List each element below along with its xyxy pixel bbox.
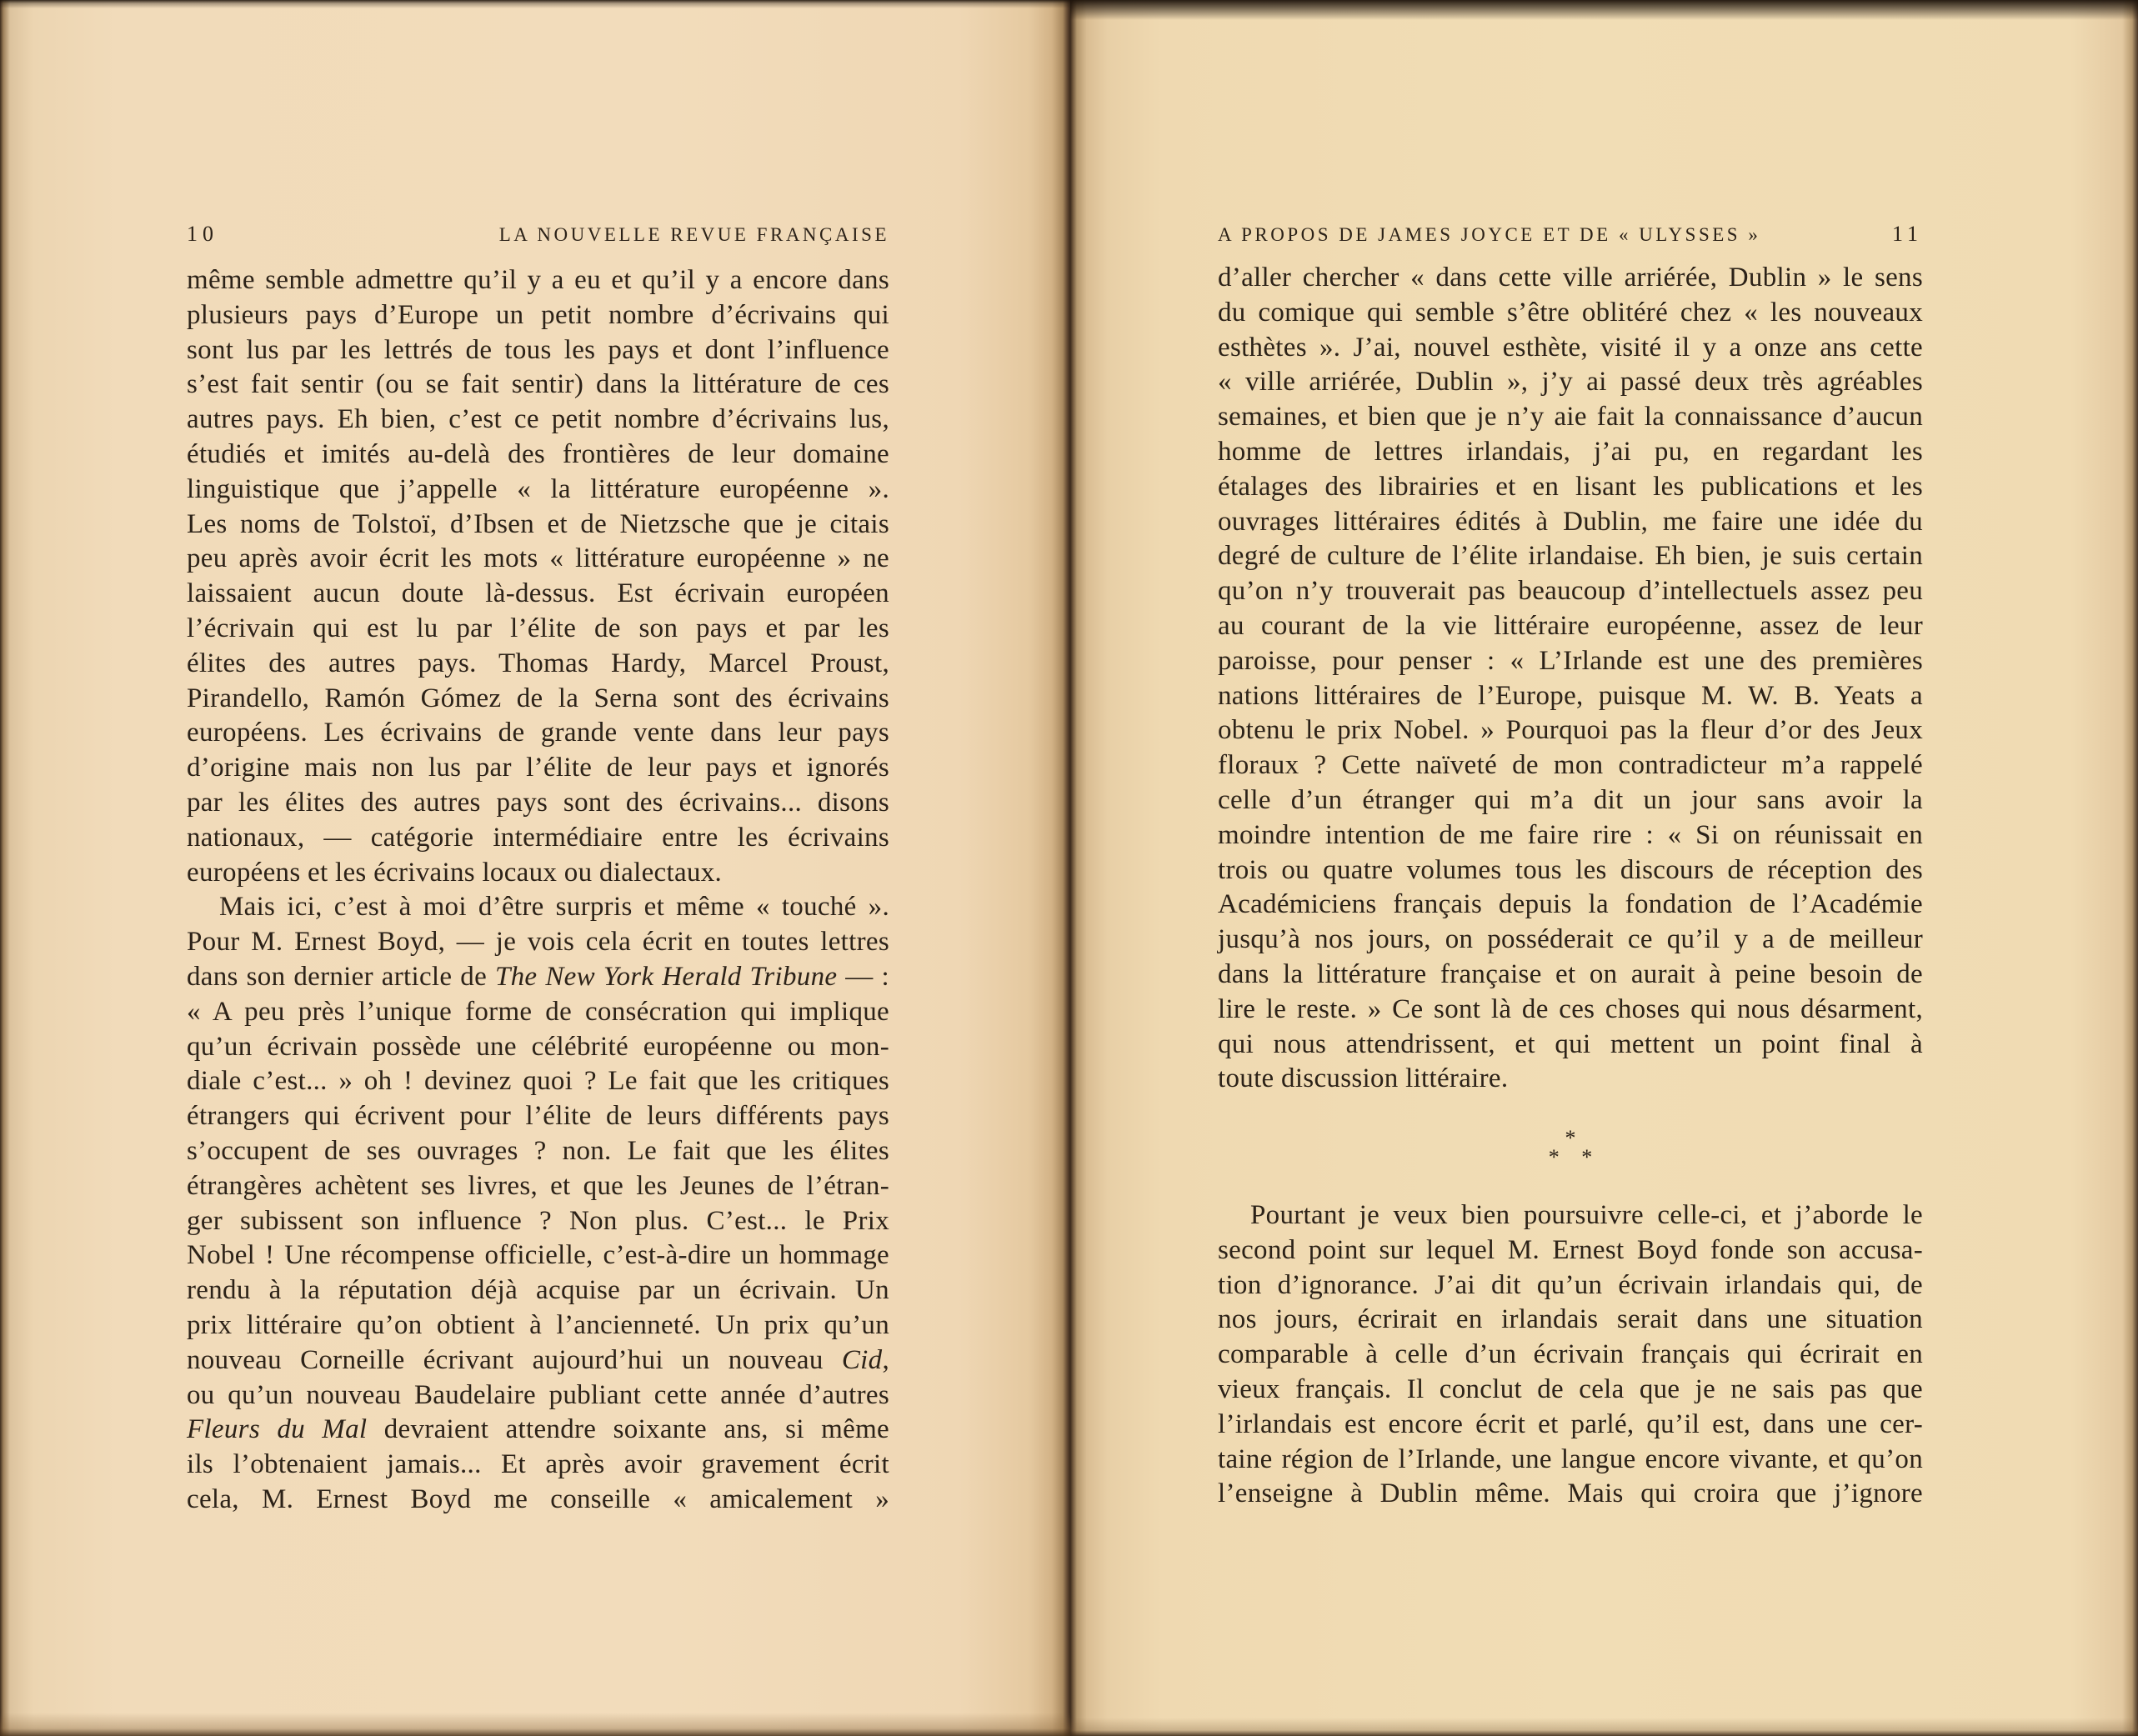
text-segment: nouveau Corneille écrivant aujourd’hui un nouveau <box>187 1344 842 1375</box>
text-line: Pourtant je veux bien poursuivre celle-ci, et j’aborde le <box>1250 1200 1923 1230</box>
text-line: nos jours, écrirait en irlandais serait dans une situation <box>1218 1304 1923 1335</box>
text-line: d’aller chercher « dans cette ville arriérée, Dublin » le sens <box>1218 263 1923 293</box>
text-line: ger subissent son influence ? Non plus. C’est... le Prix <box>187 1205 889 1236</box>
text-line: floraux ? Cette naïveté de mon contradicteur m’a rappelé <box>1218 750 1923 781</box>
text-line: Mais ici, c’est à moi d’être surpris et même « touché ». <box>219 892 889 923</box>
text-line: « A peu près l’unique forme de consécration qui implique <box>187 996 889 1027</box>
text-line: paroisse, pour penser : « L’Irlande est une des premières <box>1218 645 1923 676</box>
text-line: l’enseigne à Dublin même. Mais qui croira que j’ignore <box>1218 1478 1923 1509</box>
text-line <box>187 960 889 995</box>
left-running-title: LA NOUVELLE REVUE FRANÇAISE <box>498 224 889 245</box>
text-segment: dans son dernier article de <box>187 961 495 992</box>
text-line: Nobel ! Une récompense officielle, c’est-à-dire un hommage <box>187 1240 889 1271</box>
right-page-text-before-break <box>1218 261 1923 1097</box>
text-line: étrangères achètent ses livres, et que les Jeunes de l’étran- <box>187 1170 889 1201</box>
text-line: autres pays. Eh bien, c’est ce petit nombre d’écrivains lus, <box>187 404 889 435</box>
text-line: s’est fait sentir (ou se fait sentir) dans la littérature de ces <box>187 369 889 400</box>
italic-title: Fleurs du Mal <box>187 1414 368 1445</box>
text-line: toute discussion littéraire. <box>1218 1063 1509 1094</box>
italic-title: The New York Herald Tribune <box>494 961 838 992</box>
right-running-head <box>1218 220 1923 248</box>
asterism-bottom: * * <box>1548 1145 1593 1169</box>
right-page-text-after-break <box>1218 1198 1923 1512</box>
text-line: qu’un écrivain possède une célébrité européenne ou mon- <box>187 1031 889 1062</box>
right-page-number: 11 <box>1891 222 1923 246</box>
text-line: linguistique que j’appelle « la littérature européenne ». <box>187 473 889 504</box>
text-segment: devraient attendre soixante ans, si même <box>367 1414 889 1445</box>
text-line: même semble admettre qu’il y a eu et qu’il y a encore dans <box>187 265 889 295</box>
text-line: homme de lettres irlandais, j’ai pu, en regardant les <box>1218 436 1923 467</box>
text-line <box>187 1413 889 1448</box>
text-line <box>187 1343 889 1378</box>
text-line: ils l’obtenaient jamais... Et après avoir gravement écrit <box>187 1449 889 1480</box>
text-line: étalages des librairies et en lisant les publications et les <box>1218 471 1923 502</box>
text-line: jusqu’à nos jours, on posséderait ce qu’il y a de meilleur <box>1218 924 1923 955</box>
text-line: degré de culture de l’élite irlandaise. Eh bien, je suis certain <box>1218 541 1923 572</box>
text-line: second point sur lequel M. Ernest Boyd fonde son accusa- <box>1218 1234 1923 1265</box>
text-line: tion d’ignorance. J’ai dit qu’un écrivain irlandais qui, de <box>1218 1269 1923 1300</box>
text-line: Académiciens français depuis la fondation de l’Académie <box>1218 889 1923 920</box>
section-break-asterism <box>1218 1128 1923 1167</box>
text-line: nations littéraires de l’Europe, puisque M. W. B. Yeats a <box>1218 680 1923 711</box>
text-segment: , <box>882 1344 889 1375</box>
text-line: qu’on n’y trouverait pas beaucoup d’intellectuels assez peu <box>1218 576 1923 607</box>
text-line: étrangers qui écrivent pour l’élite de leurs différents pays <box>187 1101 889 1132</box>
text-line: « ville arriérée, Dublin », j’y ai passé deux très agréables <box>1218 367 1923 398</box>
left-page-text <box>187 263 889 1518</box>
text-line: vieux français. Il conclut de cela que je ne sais pas que <box>1218 1373 1923 1404</box>
text-line: prix littéraire qu’on obtient à l’ancienneté. Un prix qu’un <box>187 1309 889 1340</box>
text-line: qui nous attendrissent, et qui mettent un point final à <box>1218 1028 1923 1059</box>
text-line: l’écrivain qui est lu par l’élite de son pays et par les <box>187 613 889 643</box>
text-line: l’irlandais est encore écrit et parlé, qu’il est, dans une cer- <box>1218 1408 1923 1439</box>
text-line: taine région de l’Irlande, une langue encore vivante, et qu’on <box>1218 1443 1923 1474</box>
text-line: obtenu le prix Nobel. » Pourquoi pas la fleur d’or des Jeux <box>1218 715 1923 746</box>
text-segment: — : <box>837 961 889 992</box>
text-line: Les noms de Tolstoï, d’Ibsen et de Nietzsche que je citais <box>187 508 889 539</box>
right-page <box>1070 0 2138 1736</box>
text-line: moindre intention de me faire rire : « Si on réunissait en <box>1218 819 1923 850</box>
text-line: semaines, et bien que je n’y aie fait la connaissance d’aucun <box>1218 402 1923 433</box>
left-page-number: 10 <box>187 222 218 246</box>
text-line: plusieurs pays d’Europe un petit nombre d’écrivains qui <box>187 299 889 330</box>
text-line: ou qu’un nouveau Baudelaire publiant cette année d’autres <box>187 1379 889 1410</box>
text-line: rendu à la réputation déjà acquise par un écrivain. Un <box>187 1275 889 1306</box>
text-line: européens et les écrivains locaux ou dialectaux. <box>187 857 723 888</box>
text-line: ouvrages littéraires édités à Dublin, me faire une idée du <box>1218 506 1923 537</box>
text-line: élites des autres pays. Thomas Hardy, Marcel Proust, <box>187 648 889 678</box>
text-line: diale c’est... » oh ! devinez quoi ? Le fait que les critiques <box>187 1066 889 1097</box>
text-line: du comique qui semble s’être oblitéré chez « les nouveaux <box>1218 297 1923 328</box>
text-line: peu après avoir écrit les mots « littérature européenne » ne <box>187 543 889 574</box>
italic-title: Cid <box>841 1344 883 1375</box>
text-line: dans la littérature française et on aurait à peine besoin de <box>1218 958 1923 989</box>
text-line: d’origine mais non lus par l’élite de leur pays et ignorés <box>187 753 889 783</box>
text-line: européens. Les écrivains de grande vente dans leur pays <box>187 718 889 748</box>
text-line: Pour M. Ernest Boyd, — je vois cela écrit en toutes lettres <box>187 927 889 958</box>
text-line: au courant de la vie littéraire européenne, assez de leur <box>1218 610 1923 641</box>
text-line: sont lus par les lettrés de tous les pays et dont l’influence <box>187 334 889 365</box>
text-line: comparable à celle d’un écrivain français qui écrirait en <box>1218 1339 1923 1370</box>
text-line: lire le reste. » Ce sont là de ces choses qui nous désarment, <box>1218 993 1923 1024</box>
asterism-top: * <box>1565 1126 1576 1150</box>
text-line: celle d’un étranger qui m’a dit un jour sans avoir la <box>1218 784 1923 815</box>
text-line: Pirandello, Ramón Gómez de la Serna sont des écrivains <box>187 683 889 713</box>
right-running-title: A PROPOS DE JAMES JOYCE ET DE « ULYSSES » <box>1218 224 1761 245</box>
text-line: étudiés et imités au-delà des frontières de leur domaine <box>187 438 889 469</box>
text-line: trois ou quatre volumes tous les discours de réception des <box>1218 854 1923 885</box>
text-line: nationaux, — catégorie intermédiaire entre les écrivains <box>187 822 889 853</box>
text-line: s’occupent de ses ouvrages ? non. Le fait que les élites <box>187 1135 889 1166</box>
text-line: laissaient aucun doute là-dessus. Est écrivain européen <box>187 578 889 609</box>
text-line: cela, M. Ernest Boyd me conseille « amicalement » <box>187 1483 889 1514</box>
left-running-head <box>187 220 889 248</box>
text-line: esthètes ». J’ai, nouvel esthète, visité il y a onze ans cette <box>1218 332 1923 363</box>
text-line: par les élites des autres pays sont des écrivains... disons <box>187 787 889 818</box>
